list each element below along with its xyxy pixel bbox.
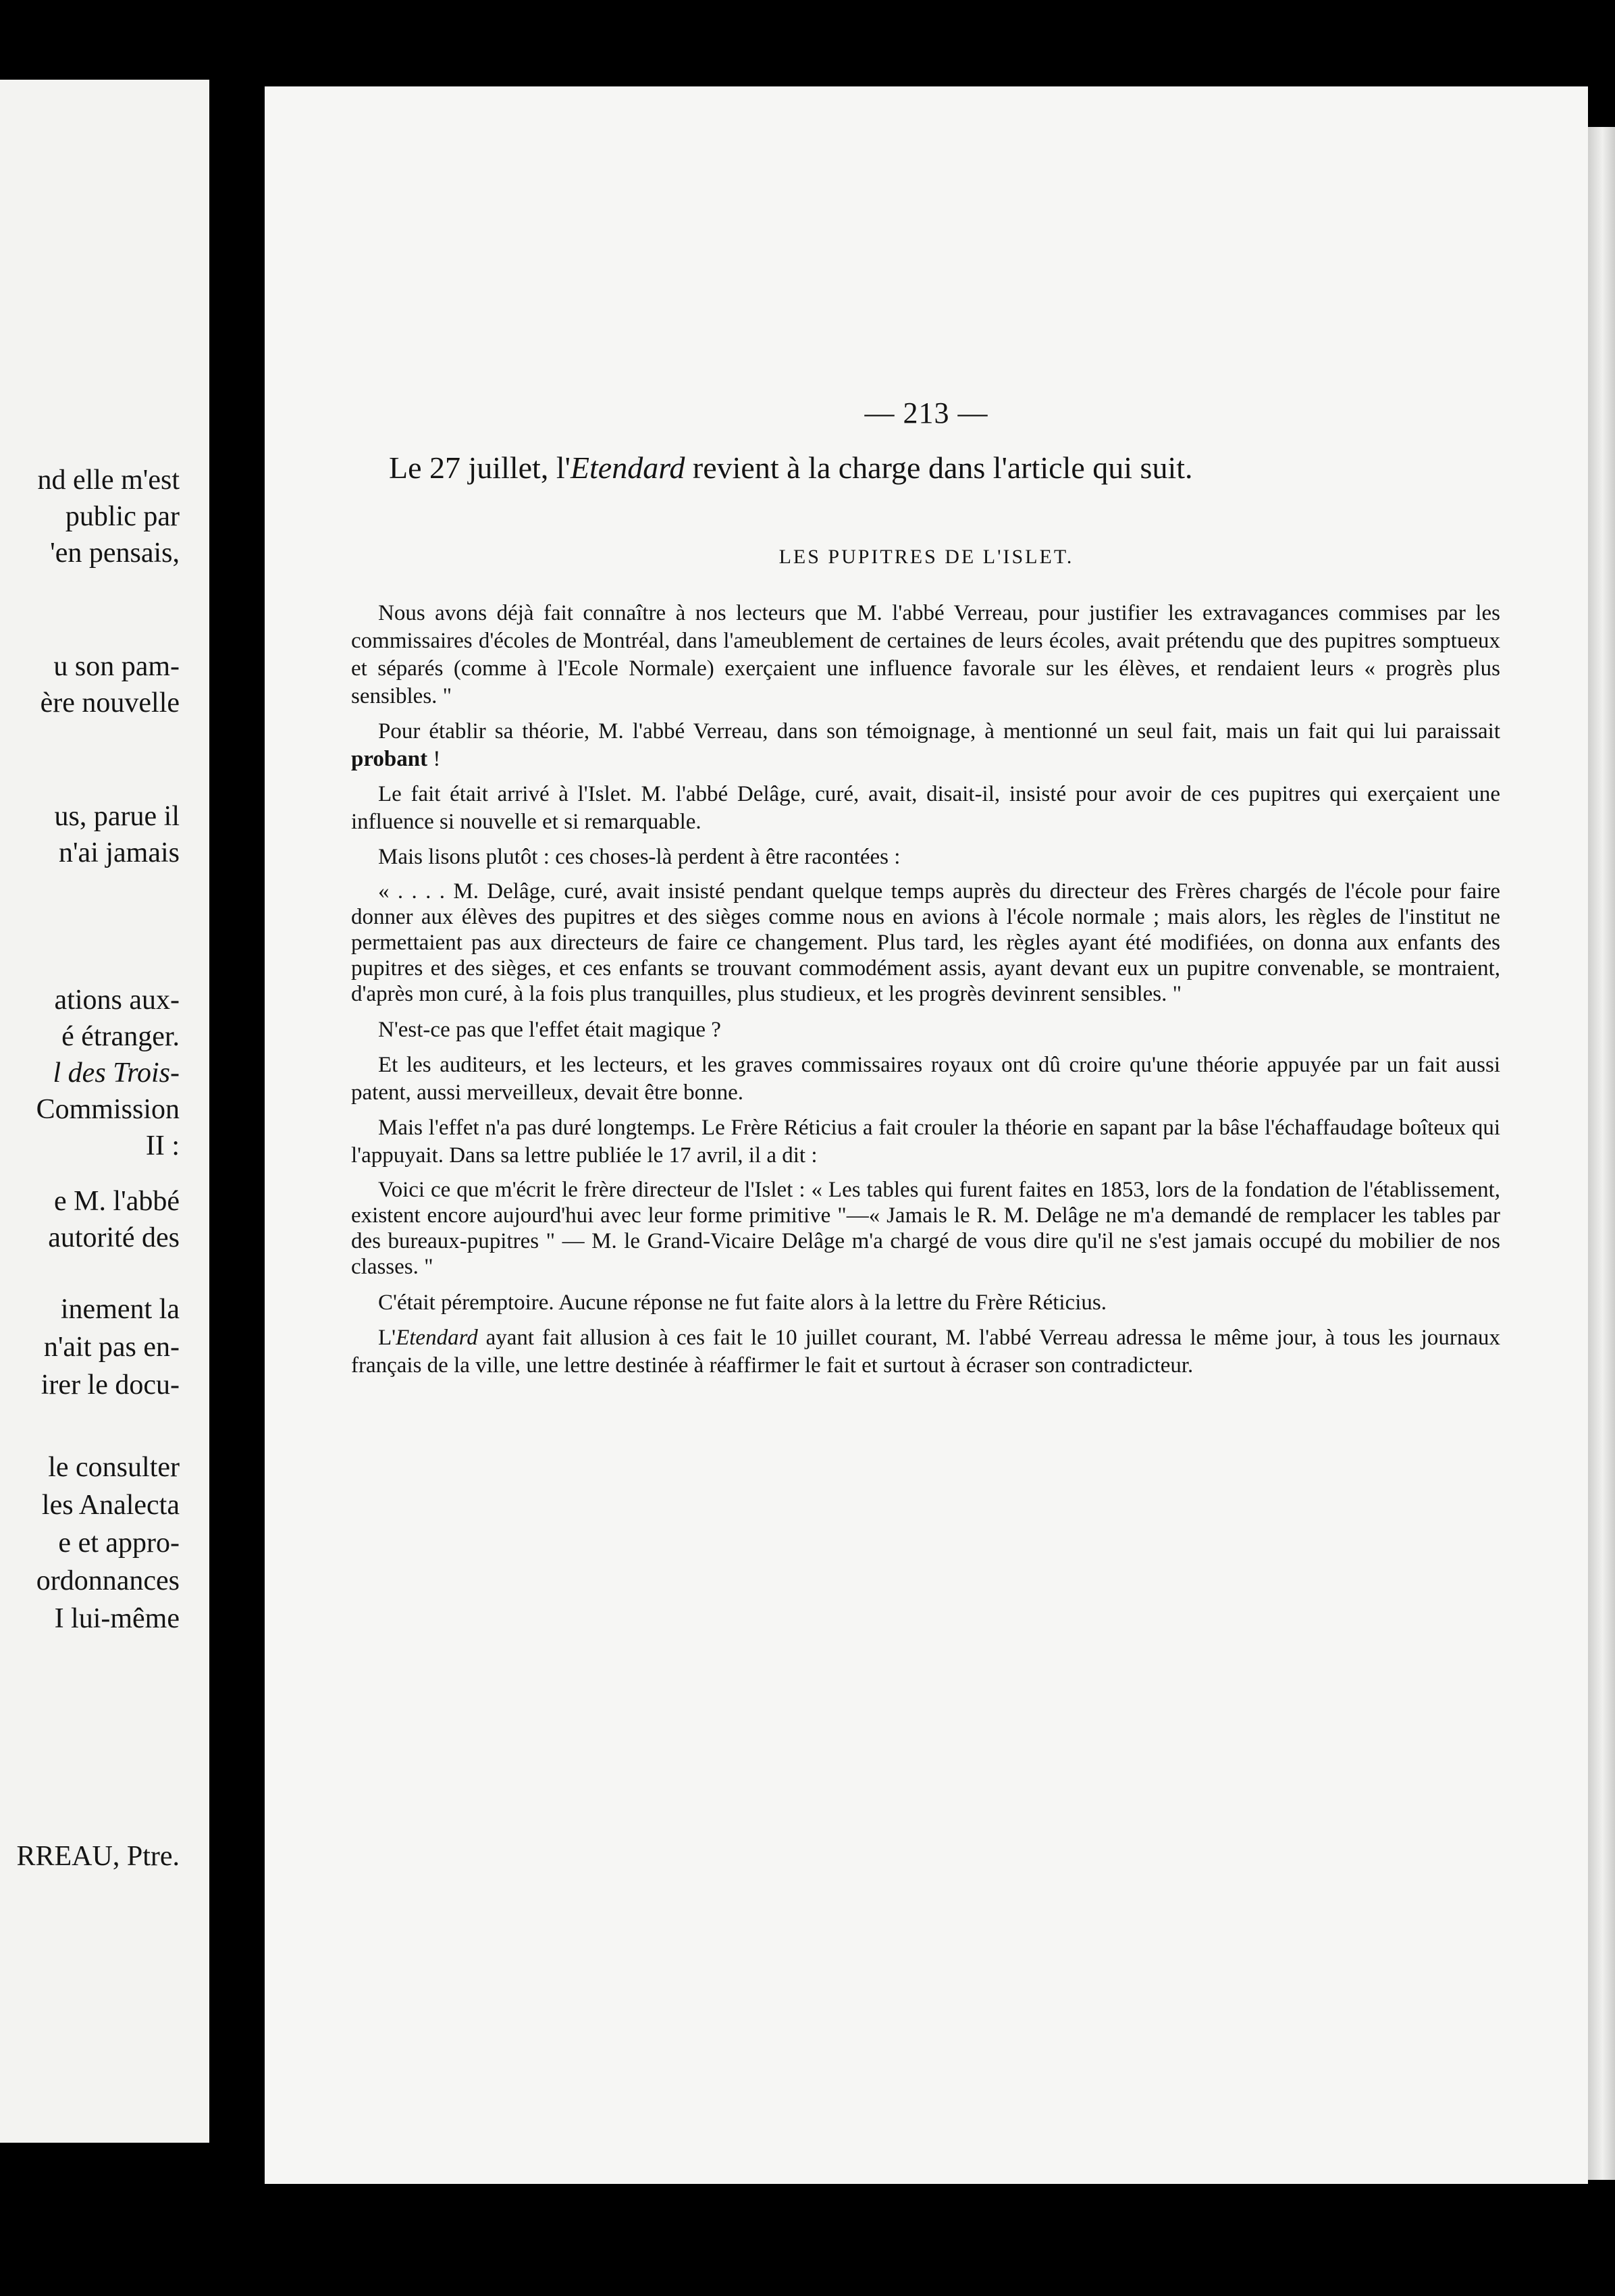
left-page-line: I lui-même	[54, 1603, 180, 1634]
left-page-line: ordonnances	[36, 1565, 180, 1596]
intro-text: revient à la charge dans l'article qui suit.	[685, 450, 1193, 485]
left-page-line: ère nouvelle	[40, 687, 180, 719]
article-body	[351, 600, 1500, 1387]
left-page-line: autorité des	[48, 1222, 180, 1253]
left-page-line: II :	[145, 1130, 180, 1162]
paragraph: N'est-ce pas que l'effet était magique ?	[378, 1018, 721, 1042]
left-page-signature: RREAU, Ptre.	[16, 1841, 180, 1872]
paragraph	[351, 718, 1500, 773]
left-page-line: inement la	[60, 1294, 180, 1325]
left-page-line: é étranger.	[61, 1021, 180, 1052]
paragraph: Nous avons déjà fait connaître à nos lecteurs que M. l'abbé Verreau, pour justifier les extravagances commises par les commissaires d'écoles de Montréal, dans l'ameublement de certaines de leurs écoles, avait prétendu que des pupitres somptueux et séparés (comme à l'Ecole Normale) exerçaient une influence favorale sur les élèves, et rendaient leurs « progrès plus sensibles. "	[351, 601, 1500, 708]
left-page-line: n'ai jamais	[58, 837, 180, 868]
left-page-line: u son pam-	[53, 651, 180, 682]
left-page-line: e M. l'abbé	[53, 1186, 180, 1217]
previous-page-fragment	[0, 80, 209, 2143]
page-edge-shadow	[1588, 127, 1615, 2180]
left-page-line: l des Trois-	[53, 1058, 180, 1089]
left-page-line: le consulter	[48, 1452, 180, 1483]
left-page-line: public par	[65, 501, 180, 532]
paragraph: Mais l'effet n'a pas duré longtemps. Le Frère Réticius a fait crouler la théorie en sapant par la bâse l'échaffaudage boîteux qui l'appuyait. Dans sa lettre publiée le 17 avril, il a dit :	[351, 1116, 1500, 1168]
paragraph: Le fait était arrivé à l'Islet. M. l'abbé Delâge, curé, avait, disait-il, insisté pour avoir de ces pupitres qui exerçaient une influence si nouvelle et si remarquable.	[351, 782, 1500, 834]
paragraph	[351, 1324, 1500, 1380]
intro-paragraph	[351, 451, 1500, 485]
page-number: — 213 —	[864, 396, 988, 429]
article-title: LES PUPITRES DE L'ISLET.	[778, 546, 1074, 568]
left-page-line: les Analecta	[41, 1490, 180, 1521]
quotation-paragraph: « . . . . M. Delâge, curé, avait insisté pendant quelque temps auprès du directeur des Frères chargés de l'école pour faire donner aux élèves des pupitres et des sièges comme nous en avions à l'école normale ; mais alors, les règles de l'institut ne permettaient pas aux directeurs de faire ce changement. Plus tard, les règles ayant été modifiées, on donna aux enfants des pupitres et des sièges, et ces enfants se trouvant commodément assis, ayant devant eux un pupitre convenable, se montraient, d'après mon curé, à la fois plus tranquilles, plus studieux, et les progrès devinrent sensibles. "	[351, 879, 1500, 1006]
current-page	[265, 86, 1588, 2184]
paragraph-text: !	[427, 747, 441, 771]
left-page-line: irer le docu-	[41, 1369, 180, 1401]
left-page-line: n'ait pas en-	[43, 1332, 180, 1363]
intro-text: Le 27 juillet, l'	[389, 450, 571, 485]
left-page-line: 'en pensais,	[50, 538, 180, 569]
paragraph: Mais lisons plutôt : ces choses-là perdent à être racontées :	[378, 845, 901, 869]
left-page-line: ations aux-	[54, 985, 180, 1016]
left-page-line: e et appro-	[58, 1528, 180, 1559]
left-page-line: us, parue il	[54, 801, 180, 832]
journal-name: Etendard	[570, 450, 685, 485]
paragraph-text: Pour établir sa théorie, M. l'abbé Verreau, dans son témoignage, à mentionné un seul fait, mais un fait qui lui paraissait	[378, 719, 1500, 743]
left-page-line: Commission	[36, 1094, 180, 1125]
left-page-line: nd elle m'est	[37, 465, 180, 496]
emphasis-text: probant	[351, 747, 428, 771]
paragraph: C'était péremptoire. Aucune réponse ne fut faite alors à la lettre du Frère Réticius.	[378, 1290, 1107, 1315]
paragraph: Et les auditeurs, et les lecteurs, et les graves commissaires royaux ont dû croire qu'une théorie appuyée par un fait aussi patent, aussi merveilleux, devait être bonne.	[351, 1053, 1500, 1105]
paragraph-text: L'	[378, 1326, 396, 1350]
quotation-paragraph: Voici ce que m'écrit le frère directeur de l'Islet : « Les tables qui furent faites en 1853, lors de la fondation de l'établissement, existent encore aujourd'hui avec leur forme primitive "—« Jamais le R. M. Delâge ne m'a demandé de remplacer les tables par des bureaux-pupitres " — M. le Grand-Vicaire Delâge m'a chargé de vous dire qu'il ne s'est jamais occupé du mobilier de nos classes. "	[351, 1178, 1500, 1279]
paragraph-text: ayant fait allusion à ces fait le 10 juillet courant, M. l'abbé Verreau adressa le même jour, à tous les journaux français de la ville, une lettre destinée à réaffirmer le fait et surtout à écraser son contradicteur.	[351, 1326, 1500, 1378]
journal-name: Etendard	[396, 1326, 478, 1350]
